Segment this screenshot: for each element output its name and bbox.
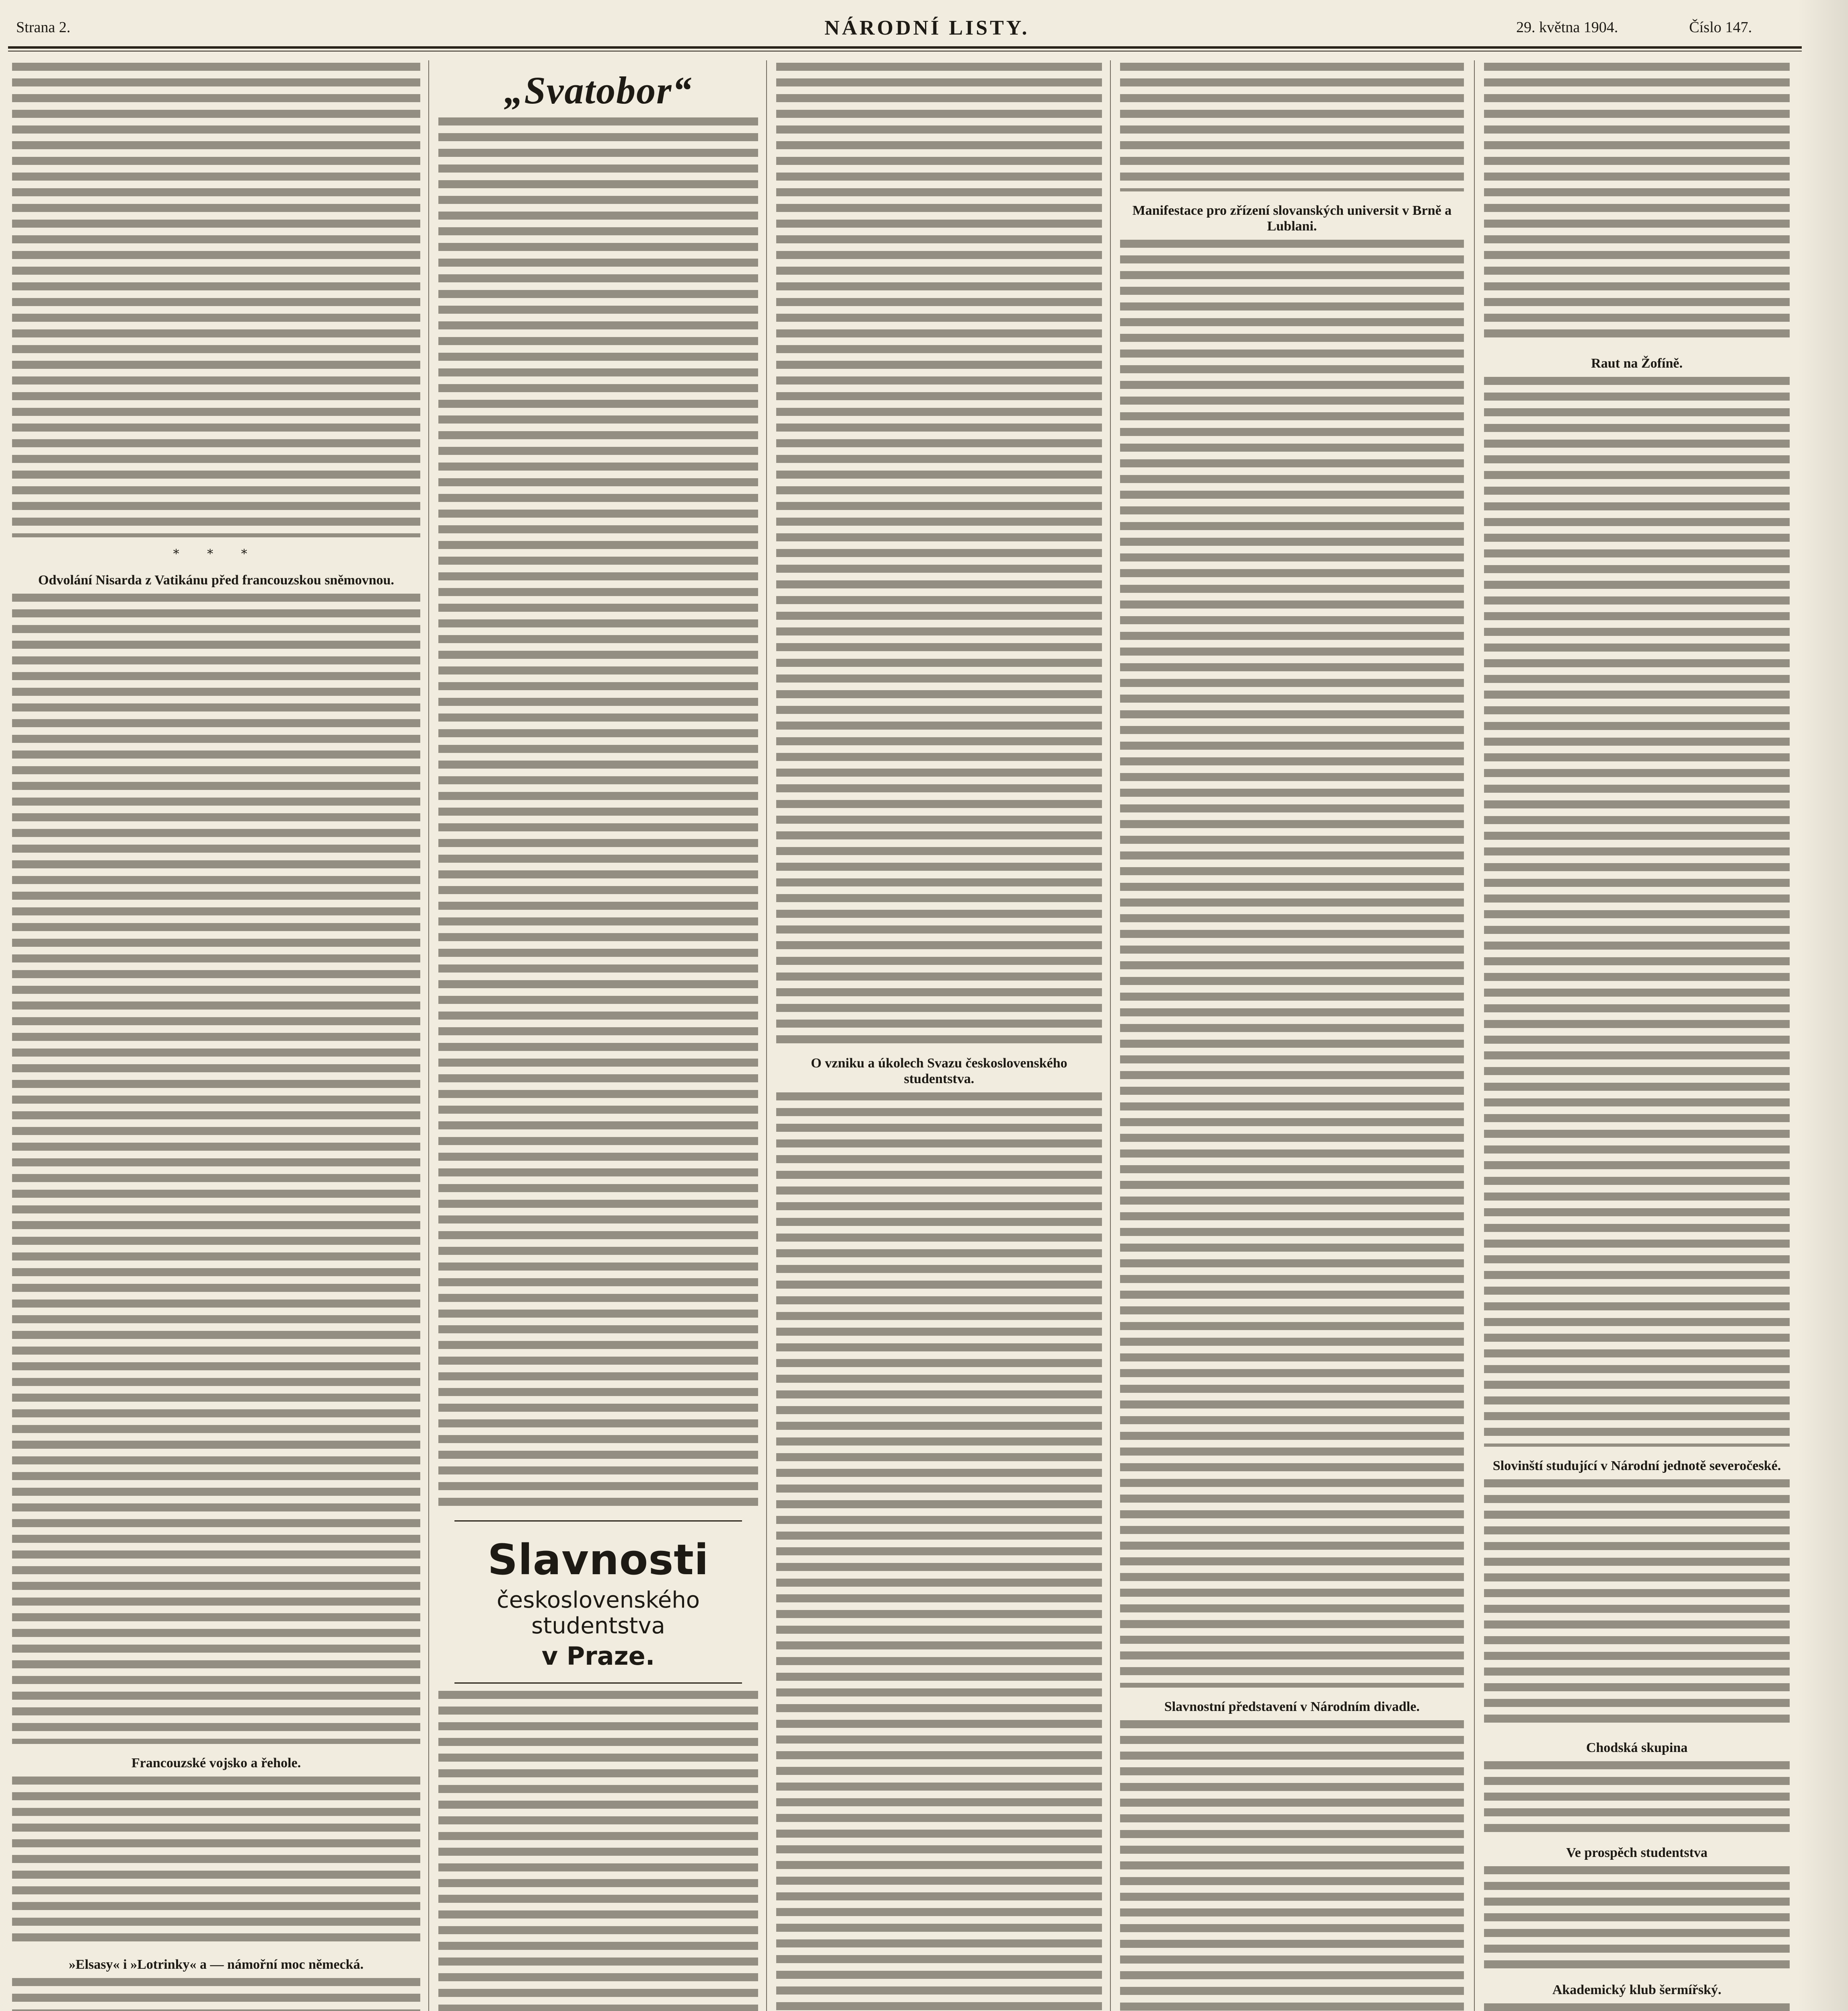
article-body: [12, 1777, 420, 1945]
article-heading: »Elsasy« i »Lotrinky« a — námořní moc německá.: [69, 1957, 364, 1972]
article-heading: Manifestace pro zřízení slovanských universit v Brně a Lublani.: [1132, 203, 1452, 234]
article-heading: Raut na Žofíně.: [1591, 356, 1683, 371]
article-heading: Ve prospěch studentstva: [1566, 1845, 1708, 1861]
article-heading: Odvolání Nisarda z Vatikánu před francouzskou sněmovnou.: [38, 573, 395, 588]
article-body: [776, 63, 1102, 1044]
article-body: [1484, 1761, 1790, 1834]
article-heading: Chodská skupina: [1586, 1740, 1688, 1756]
header-rule: [8, 46, 1802, 49]
column-1: [12, 60, 420, 2011]
article-heading: Francouzské vojsko a řehole.: [131, 1756, 301, 1771]
column-4: [1120, 60, 1464, 2011]
article-body: [776, 1092, 1102, 2011]
article-body: [1120, 63, 1464, 191]
section-divider: * * *: [173, 547, 259, 561]
headline-box: [454, 1520, 742, 1684]
article-heading: Slovinští studující v Národní jednotě severočeské.: [1492, 1458, 1781, 1474]
article-body: [1484, 1866, 1790, 1971]
article-body: [438, 117, 758, 1513]
page-number: Strana 2.: [16, 19, 71, 36]
article-body: [1120, 240, 1464, 1688]
column-separator: [1474, 60, 1475, 2011]
issue-date: 29. května 1904.: [1516, 19, 1618, 36]
column-separator: [766, 60, 767, 2011]
article-heading: „Svatobor“: [504, 69, 693, 112]
article-heading: Akademický klub šermířský.: [1552, 1982, 1722, 1998]
issue-number: Číslo 147.: [1689, 19, 1752, 36]
article-heading: Slavnosti: [487, 1535, 709, 1585]
article-body: [1484, 63, 1790, 344]
column-2: [438, 60, 758, 2011]
article-body: [438, 1691, 758, 2011]
column-separator: [1110, 60, 1111, 2011]
article-heading: O vzniku a úkolech Svazu československého studentstva.: [811, 1056, 1067, 1087]
article-body: [12, 1978, 420, 2011]
column-separator: [428, 60, 429, 2011]
column-5: [1484, 60, 1790, 2011]
article-heading: Slavnostní představení v Národním divadle.: [1164, 1699, 1420, 1715]
article-body: [1484, 1479, 1790, 1729]
newspaper-title: NÁRODNÍ LISTY.: [824, 16, 1030, 39]
article-body: [1484, 377, 1790, 1447]
column-3: [776, 60, 1102, 2011]
article-subheading: československého studentstva: [496, 1587, 700, 1639]
article-subheading: v Praze.: [541, 1641, 655, 1671]
article-body: [1484, 2003, 1790, 2011]
page-header: [8, 16, 1802, 44]
article-body: [1120, 1720, 1464, 2011]
article-body: [12, 63, 420, 537]
article-body: [12, 594, 420, 1744]
